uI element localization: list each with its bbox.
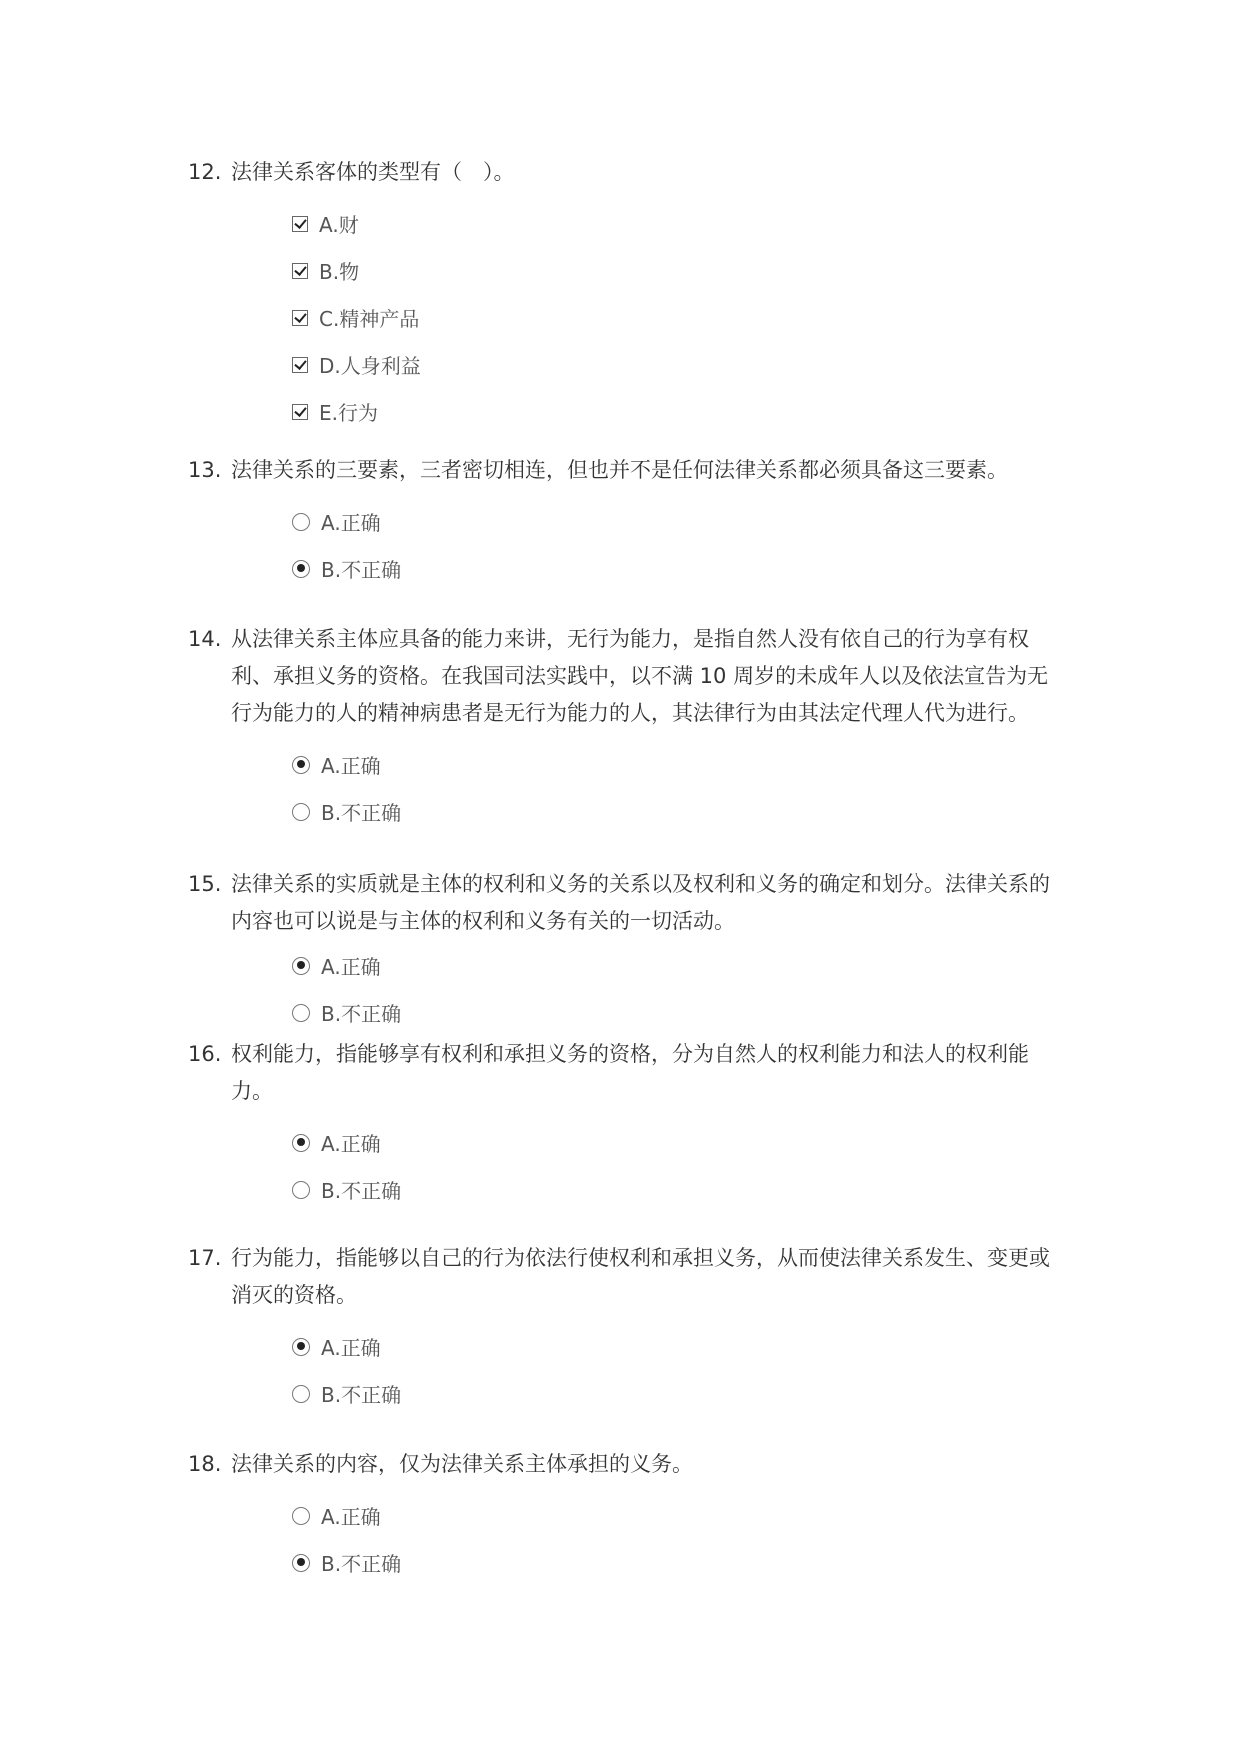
option-c[interactable] — [292, 294, 1068, 341]
question-stem — [188, 452, 1068, 489]
option-list — [292, 1119, 1068, 1213]
question-stem — [188, 1240, 1068, 1314]
checkbox-checked[interactable] — [292, 263, 308, 279]
question-14 — [188, 621, 1068, 835]
option-label: B.不正确 — [321, 1383, 402, 1407]
option-label: A.正确 — [321, 1132, 381, 1156]
radio-selected[interactable] — [292, 1134, 310, 1152]
option-list — [292, 200, 1068, 435]
option-b[interactable] — [292, 1539, 1068, 1586]
radio-unselected[interactable] — [292, 803, 310, 821]
radio-unselected[interactable] — [292, 1385, 310, 1403]
option-b[interactable] — [292, 989, 1068, 1036]
option-b[interactable] — [292, 1370, 1068, 1417]
option-label: A.财 — [319, 213, 359, 237]
option-a[interactable] — [292, 200, 1068, 247]
radio-selected[interactable] — [292, 1338, 310, 1356]
radio-unselected[interactable] — [292, 1181, 310, 1199]
question-stem — [188, 1446, 1068, 1483]
question-13 — [188, 452, 1068, 592]
option-a[interactable] — [292, 1323, 1068, 1370]
question-16 — [188, 1036, 1068, 1213]
radio-selected[interactable] — [292, 1554, 310, 1572]
option-b[interactable] — [292, 545, 1068, 592]
question-stem — [188, 154, 1068, 191]
question-number: 13. — [188, 458, 222, 482]
option-list — [292, 1492, 1068, 1586]
option-b[interactable] — [292, 1166, 1068, 1213]
radio-unselected[interactable] — [292, 513, 310, 531]
option-d[interactable] — [292, 341, 1068, 388]
question-text: 法律关系的内容，仅为法律关系主体承担的义务。 — [231, 1452, 693, 1476]
radio-selected[interactable] — [292, 560, 310, 578]
question-number: 14. — [188, 627, 222, 651]
option-label: A.正确 — [321, 1505, 381, 1529]
option-list — [292, 942, 1068, 1036]
option-label: B.不正确 — [321, 801, 402, 825]
option-label: A.正确 — [321, 754, 381, 778]
question-18 — [188, 1446, 1068, 1586]
radio-unselected[interactable] — [292, 1507, 310, 1525]
checkbox-checked[interactable] — [292, 216, 308, 232]
radio-selected[interactable] — [292, 756, 310, 774]
question-17 — [188, 1240, 1068, 1417]
question-text: 法律关系客体的类型有（ ）。 — [231, 160, 515, 184]
question-number: 12. — [188, 160, 222, 184]
option-label: B.不正确 — [321, 1179, 402, 1203]
option-label: B.不正确 — [321, 1552, 402, 1576]
option-a[interactable] — [292, 498, 1068, 545]
option-a[interactable] — [292, 1119, 1068, 1166]
option-e[interactable] — [292, 388, 1068, 435]
question-stem — [188, 621, 1068, 732]
question-stem — [188, 1036, 1068, 1110]
option-label: B.物 — [319, 260, 360, 284]
option-list — [292, 1323, 1068, 1417]
option-b[interactable] — [292, 788, 1068, 835]
option-label: A.正确 — [321, 955, 381, 979]
question-12 — [188, 154, 1068, 435]
question-number: 16. — [188, 1042, 222, 1066]
option-list — [292, 498, 1068, 592]
question-number: 18. — [188, 1452, 222, 1476]
option-list — [292, 741, 1068, 835]
question-text: 法律关系的实质就是主体的权利和义务的关系以及权利和义务的确定和划分。法律关系的内容也可以说是与主体的权利和义务有关的一切活动。 — [231, 872, 1050, 933]
option-a[interactable] — [292, 741, 1068, 788]
question-stem — [188, 866, 1068, 940]
radio-selected[interactable] — [292, 957, 310, 975]
option-label: E.行为 — [319, 401, 378, 425]
radio-unselected[interactable] — [292, 1004, 310, 1022]
option-a[interactable] — [292, 942, 1068, 989]
checkbox-checked[interactable] — [292, 357, 308, 373]
question-text: 权利能力，指能够享有权利和承担义务的资格，分为自然人的权利能力和法人的权利能力。 — [231, 1042, 1029, 1103]
checkbox-checked[interactable] — [292, 404, 308, 420]
question-number: 15. — [188, 872, 222, 896]
option-b[interactable] — [292, 247, 1068, 294]
checkbox-checked[interactable] — [292, 310, 308, 326]
question-number: 17. — [188, 1246, 222, 1270]
question-text: 从法律关系主体应具备的能力来讲，无行为能力，是指自然人没有依自己的行为享有权利、承担义务的资格。在我国司法实践中，以不满 10 周岁的未成年人以及依法宣告为无行为能力的人的精神病患者是无行为能力的人，其法律行为由其法定代理人代为进行。 — [231, 627, 1049, 725]
question-text: 法律关系的三要素，三者密切相连，但也并不是任何法律关系都必须具备这三要素。 — [231, 458, 1008, 482]
option-a[interactable] — [292, 1492, 1068, 1539]
option-label: A.正确 — [321, 511, 381, 535]
question-15 — [188, 866, 1068, 1036]
option-label: B.不正确 — [321, 1002, 402, 1026]
option-label: B.不正确 — [321, 558, 402, 582]
question-text: 行为能力，指能够以自己的行为依法行使权利和承担义务，从而使法律关系发生、变更或消灭的资格。 — [231, 1246, 1050, 1307]
option-label: C.精神产品 — [319, 307, 420, 331]
option-label: D.人身利益 — [319, 354, 421, 378]
option-label: A.正确 — [321, 1336, 381, 1360]
